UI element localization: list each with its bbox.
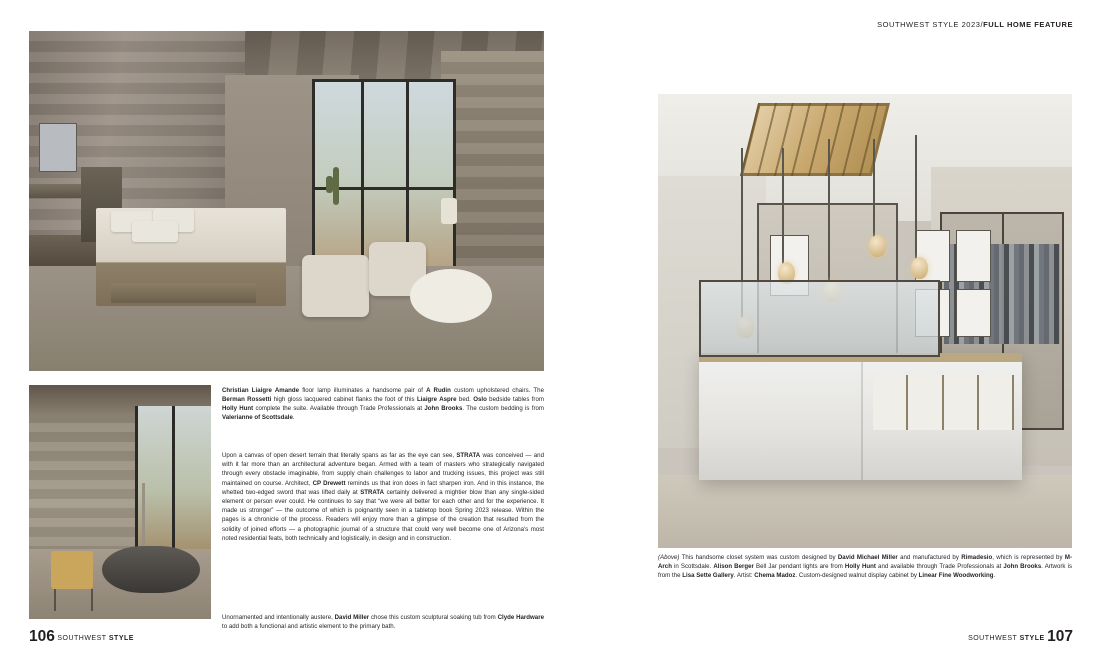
pendant-cord — [915, 135, 917, 262]
floating-shelf — [29, 184, 86, 198]
closet-scene — [658, 94, 1072, 548]
board-formed-wall-right — [441, 51, 544, 296]
bedroom-photo — [29, 31, 544, 371]
bedroom-scene — [29, 31, 544, 371]
bedroom-caption: Christian Liaigre Amande floor lamp illuminates a handsome pair of A Rudin custom upholstered chairs. The Berman Rossetti high gloss lacquered cabinet flanks the foot of this Liaigre Aspre bed. Oslo bedside tables from Holly Hunt complete the suite. Available through Trade Professionals at John Brooks. The custom bedding is from Valerianne of Scottsdale. — [222, 387, 545, 422]
floor — [658, 475, 1072, 548]
pendant-cord — [828, 139, 830, 284]
bed-bench — [111, 283, 255, 303]
folio-label-bold: STYLE — [1019, 635, 1045, 642]
framed-artwork — [956, 289, 991, 336]
window — [135, 406, 211, 551]
running-head-issue: SOUTHWEST STYLE 2023/ — [877, 20, 984, 29]
bell-jar-pendant — [869, 235, 886, 257]
glass-display-vitrine — [699, 280, 939, 357]
folio-label: SOUTHWEST — [968, 635, 1020, 642]
folio-label: SOUTHWEST — [57, 635, 109, 642]
framed-artwork — [956, 230, 991, 282]
folio-label-bold: STYLE — [108, 635, 134, 642]
running-head-section: FULL HOME FEATURE — [983, 20, 1073, 29]
closet-photo — [658, 94, 1072, 548]
running-head — [877, 20, 1073, 29]
bathroom-scene — [29, 385, 211, 619]
pendant-cord — [782, 148, 784, 266]
folio-left — [29, 628, 134, 646]
wall-art — [39, 123, 77, 173]
folio-right — [968, 628, 1073, 646]
bathroom-caption: Unornamented and intentionally austere, David Miller chose this custom sculptural soaking tub from Clyde Hardware to add both a functional and artistic element to the primary bath. — [222, 614, 544, 631]
right-page — [550, 0, 1100, 668]
floor-mounted-faucet — [142, 483, 145, 555]
floor-lamp — [441, 198, 457, 224]
wood-slat-skylight — [740, 103, 891, 176]
brass-stool — [51, 551, 93, 588]
page-number: 106 — [29, 628, 55, 645]
bell-jar-pendant — [911, 257, 928, 279]
pendant-cord — [873, 139, 875, 239]
upholstered-chair — [302, 255, 369, 316]
closet-caption: (Above) This handsome closet system was custom designed by David Michael Miller and manufactured by Rimadesio, which is represented by M-Arch in Scottsdale. Alison Berger Bell Jar pendant lights are from Holly Hunt and available through Trade Professionals at John Brooks. Artwork is from the Lisa Sette Gallery. Artist: Chema Madoz. Custom-designed walnut display cabinet by Linear Fine Woodworking. — [658, 554, 1073, 580]
bathroom-photo — [29, 385, 211, 619]
pillow — [132, 221, 178, 241]
feature-body-text: Upon a canvas of open desert terrain that literally spans as far as the eye can see, STRATA was conceived — and with it far more than an architectural adventure began. Armed with a team of masters who strategically navigated through every obstacle imaginable, from supply chain challenges to labor and trucking issues, this project was still maintained on course. Architect, CP Drewett reminds us that iron does in fact sharpen iron. And in this instance, the whetted two-edged sword that was lifted daily at STRATA certainly delivered a mightier blow than any single-sided element or person ever could. He continues to say that “we were all better for each other and for the experience. It made us stronger” — the outcome of which is poignantly seen in a tabletop book Spring 2023 release. Within the pages is a chronicle of the process. Readers will enjoy more than a glimpse of the creation that resulted from the solidity of joined efforts — a photographic journal of a structure that could very well become one of Arizona's most noted residential feats, both technically and logistically, in design and in construction. — [222, 452, 545, 542]
saguaro-cactus — [333, 167, 339, 205]
page-number: 107 — [1047, 628, 1073, 645]
stone-soaking-tub — [102, 546, 200, 593]
folded-goods-cubbies — [873, 375, 1014, 429]
